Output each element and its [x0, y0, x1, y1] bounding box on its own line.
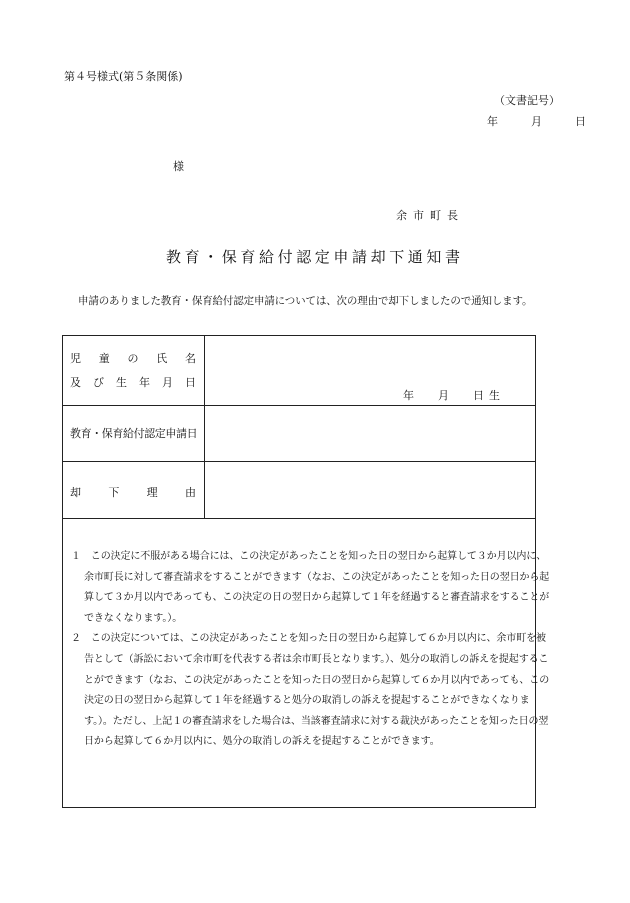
reason-label [70, 484, 196, 500]
birthdate-label-char: 及 [70, 376, 81, 389]
child-name-label-char: 童 [98, 352, 110, 365]
birth-year-label: 年 [403, 389, 414, 402]
note-line: できなくなります。）。 [84, 612, 183, 624]
child-name-label-char: 氏 [156, 352, 168, 365]
document-number: （文書記号） [494, 94, 560, 107]
note-line: 余市町長に対して審査請求をすることができます（なお、この決定があったことを知った日の翌日から起 [84, 571, 550, 583]
row-divider [63, 461, 535, 462]
birthdate-label-char: 月 [162, 376, 173, 389]
child-name-label-char: 名 [185, 352, 196, 365]
note-line: 告として（訴訟において余市町を代表する者は余市町長となります。）、処分の取消しの訴えを提起するこ [84, 654, 549, 665]
intro-text: 申請のありました教育・保育給付認定申請については、次の理由で却下しましたので通知します。 [78, 295, 533, 307]
birthdate-label-char: 生 [116, 376, 127, 389]
birthdate-field [403, 387, 505, 403]
reason-label-char: 理 [146, 486, 158, 499]
date-day-label: 日 [575, 115, 586, 128]
date-year-label: 年 [487, 115, 498, 128]
birthdate-label-char: 年 [139, 376, 150, 389]
note-line: す。）。ただし、上記１の審査請求をした場合は、当該審査請求に対する裁決があったことを知った日の翌 [84, 715, 549, 727]
birthdate-label-char: び [93, 376, 104, 389]
birth-month-label: 月 [438, 389, 449, 402]
note-line: 日から起算して６か月以内に、処分の取消しの訴えを提起することができます。 [84, 736, 440, 748]
row-divider [63, 518, 535, 519]
reason-label-char: 却 [70, 486, 81, 499]
form-number: 第４号様式(第５条関係) [64, 70, 183, 83]
application-date-label: 教育・保育給付認定申請日 [70, 427, 198, 440]
note-line: １ この決定に不服がある場合には、この決定があったことを知った日の翌日から起算して３か月以内に、 [71, 551, 547, 562]
child-name-label-char: の [127, 352, 139, 365]
note-line: 決定の日の翌日から起算して１年を経過すると処分の取消しの訴えを提起することができなくなりま [84, 695, 530, 707]
birth-day-label: 日生 [473, 389, 505, 402]
note-line: 算して３か月以内であっても、この決定の日の翌日から起算して１年を経過すると審査請求をすることが [84, 592, 550, 604]
reason-label-char: 由 [184, 486, 196, 499]
birthdate-label [70, 374, 196, 390]
issuer: 余市町長 [396, 209, 464, 222]
column-divider [204, 336, 205, 518]
note-line: とができます（なお、この決定があったことを知った日の翌日から起算して６か月以内であっても、この [84, 674, 550, 686]
birthdate-label-char: 日 [185, 376, 196, 389]
child-name-label [70, 350, 196, 366]
row-divider [63, 405, 535, 406]
issue-date [487, 113, 586, 129]
page-title: 教育・保育給付認定申請却下通知書 [166, 248, 464, 266]
reason-label-char: 下 [108, 486, 120, 499]
notice-table [62, 335, 550, 808]
child-name-label-char: 児 [70, 352, 81, 365]
addressee-suffix: 様 [173, 160, 184, 173]
date-month-label: 月 [531, 115, 542, 128]
note-line: ２ この決定については、この決定があったことを知った日の翌日から起算して６か月以内に、余市町を被 [71, 633, 546, 645]
